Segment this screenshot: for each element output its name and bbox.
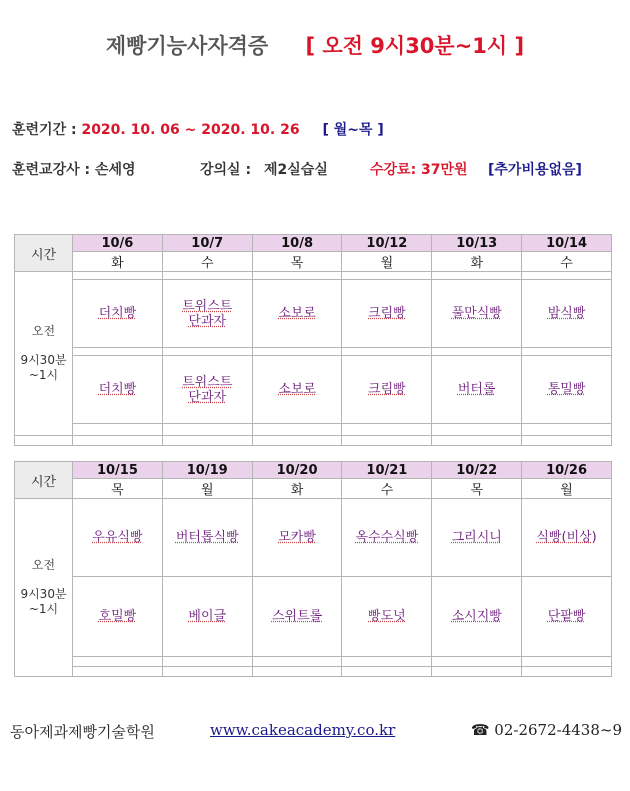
class-cell bbox=[522, 499, 612, 577]
class-cell bbox=[162, 499, 252, 577]
class-name: 크림빵 bbox=[368, 382, 406, 397]
instructor-label: 훈련교강사 : bbox=[12, 162, 91, 178]
time-header: 시간 bbox=[15, 462, 73, 499]
class-name: 풀만식빵 bbox=[451, 306, 502, 321]
date-header: 10/15 bbox=[73, 462, 163, 479]
class-name: 소보로 bbox=[278, 306, 316, 321]
class-cell bbox=[522, 356, 612, 424]
weekday-cell: 화 bbox=[432, 252, 522, 272]
weekday-cell: 화 bbox=[73, 252, 163, 272]
date-header: 10/26 bbox=[522, 462, 612, 479]
date-header: 10/14 bbox=[522, 235, 612, 252]
class-name: 크림빵 bbox=[368, 306, 406, 321]
class-name: 베이글 bbox=[188, 609, 227, 624]
class-name: 호밀빵 bbox=[98, 609, 137, 624]
class-cell bbox=[252, 280, 342, 348]
course-title: 제빵기능사자격증 bbox=[105, 34, 269, 58]
class-name: 더치빵 bbox=[98, 382, 137, 397]
room-label: 강의실 : bbox=[200, 162, 252, 178]
session-label: 오전 bbox=[31, 558, 56, 572]
instructor-value: 손세영 bbox=[94, 162, 136, 178]
page-title bbox=[0, 30, 630, 60]
session-start: 9시30분 bbox=[20, 353, 67, 367]
date-header: 10/7 bbox=[162, 235, 252, 252]
period-value: 2020. 10. 06 ~ 2020. 10. 26 bbox=[81, 122, 300, 138]
weekday-cell: 수 bbox=[522, 252, 612, 272]
room-value: 제2실습실 bbox=[264, 162, 328, 178]
class-cell bbox=[432, 280, 522, 348]
class-name: 그리시니 bbox=[451, 530, 502, 545]
class-name: 더치빵 bbox=[98, 306, 137, 321]
weekday-cell: 목 bbox=[432, 479, 522, 499]
session-label: 오전 bbox=[31, 324, 56, 338]
weekday-cell: 목 bbox=[252, 252, 342, 272]
class-name: 소보로 bbox=[278, 382, 316, 397]
class-cell bbox=[73, 577, 163, 657]
class-name: 식빵(비상) bbox=[536, 530, 597, 545]
class-cell bbox=[432, 356, 522, 424]
date-header: 10/20 bbox=[252, 462, 342, 479]
class-name: 옥수수식빵 bbox=[355, 530, 419, 545]
class-cell bbox=[252, 499, 342, 577]
phone-number: ☎ 02-2672-4438~9 bbox=[470, 721, 622, 739]
class-cell bbox=[342, 356, 432, 424]
class-name-2: 단과자 bbox=[188, 313, 227, 329]
class-name: 스위트롤 bbox=[271, 609, 323, 624]
class-cell bbox=[73, 499, 163, 577]
training-period-line bbox=[12, 119, 384, 139]
date-header: 10/22 bbox=[432, 462, 522, 479]
website-link[interactable]: www.cakeacademy.co.kr bbox=[210, 721, 396, 739]
class-cell bbox=[73, 280, 163, 348]
class-name: 트위스트 bbox=[182, 374, 233, 390]
days-badge: [ 월~목 ] bbox=[322, 122, 384, 138]
class-cell bbox=[162, 577, 252, 657]
weekday-cell: 수 bbox=[342, 479, 432, 499]
date-header: 10/8 bbox=[252, 235, 342, 252]
class-cell bbox=[252, 356, 342, 424]
session-start: 9시30분 bbox=[20, 587, 67, 601]
class-cell bbox=[522, 280, 612, 348]
class-name: 단팥빵 bbox=[547, 609, 586, 624]
date-header: 10/13 bbox=[432, 235, 522, 252]
course-time-badge: [ 오전 9시30분~1시 ] bbox=[305, 34, 525, 58]
weekday-cell: 월 bbox=[522, 479, 612, 499]
weekday-cell: 화 bbox=[252, 479, 342, 499]
schedule-table-2 bbox=[14, 461, 612, 677]
class-cell bbox=[342, 499, 432, 577]
class-cell bbox=[432, 499, 522, 577]
class-cell bbox=[522, 577, 612, 657]
class-name: 통밀빵 bbox=[547, 382, 586, 397]
period-label: 훈련기간 : bbox=[12, 122, 77, 138]
weekday-cell: 수 bbox=[162, 252, 252, 272]
session-end: ~1시 bbox=[28, 368, 59, 382]
date-header: 10/12 bbox=[342, 235, 432, 252]
fee-note: [추가비용없음] bbox=[488, 162, 582, 178]
class-cell bbox=[162, 280, 252, 348]
class-cell bbox=[73, 356, 163, 424]
class-name: 모카빵 bbox=[278, 530, 316, 545]
class-name: 빵도넛 bbox=[368, 609, 406, 624]
class-cell bbox=[432, 577, 522, 657]
date-header: 10/6 bbox=[73, 235, 163, 252]
weekday-cell: 목 bbox=[73, 479, 163, 499]
class-cell bbox=[252, 577, 342, 657]
session-cell bbox=[15, 499, 73, 677]
fee-value: 수강료: 37만원 bbox=[370, 162, 468, 178]
class-cell bbox=[342, 280, 432, 348]
instructor-line bbox=[12, 159, 622, 179]
schedule-table-1 bbox=[14, 234, 612, 446]
academy-name: 동아제과제빵기술학원 bbox=[10, 723, 155, 741]
session-cell bbox=[15, 272, 73, 436]
class-name: 버터롤 bbox=[457, 382, 496, 397]
class-name-2: 단과자 bbox=[188, 389, 227, 405]
class-name: 트위스트 bbox=[182, 298, 233, 314]
class-cell bbox=[342, 577, 432, 657]
class-name: 우유식빵 bbox=[92, 530, 143, 545]
weekday-cell: 월 bbox=[162, 479, 252, 499]
class-name: 밤식빵 bbox=[547, 306, 586, 321]
time-header: 시간 bbox=[15, 235, 73, 272]
date-header: 10/19 bbox=[162, 462, 252, 479]
date-header: 10/21 bbox=[342, 462, 432, 479]
class-name: 소시지빵 bbox=[451, 609, 502, 624]
weekday-cell: 월 bbox=[342, 252, 432, 272]
class-name: 버터톱식빵 bbox=[175, 530, 239, 545]
session-end: ~1시 bbox=[28, 602, 59, 616]
class-cell bbox=[162, 356, 252, 424]
